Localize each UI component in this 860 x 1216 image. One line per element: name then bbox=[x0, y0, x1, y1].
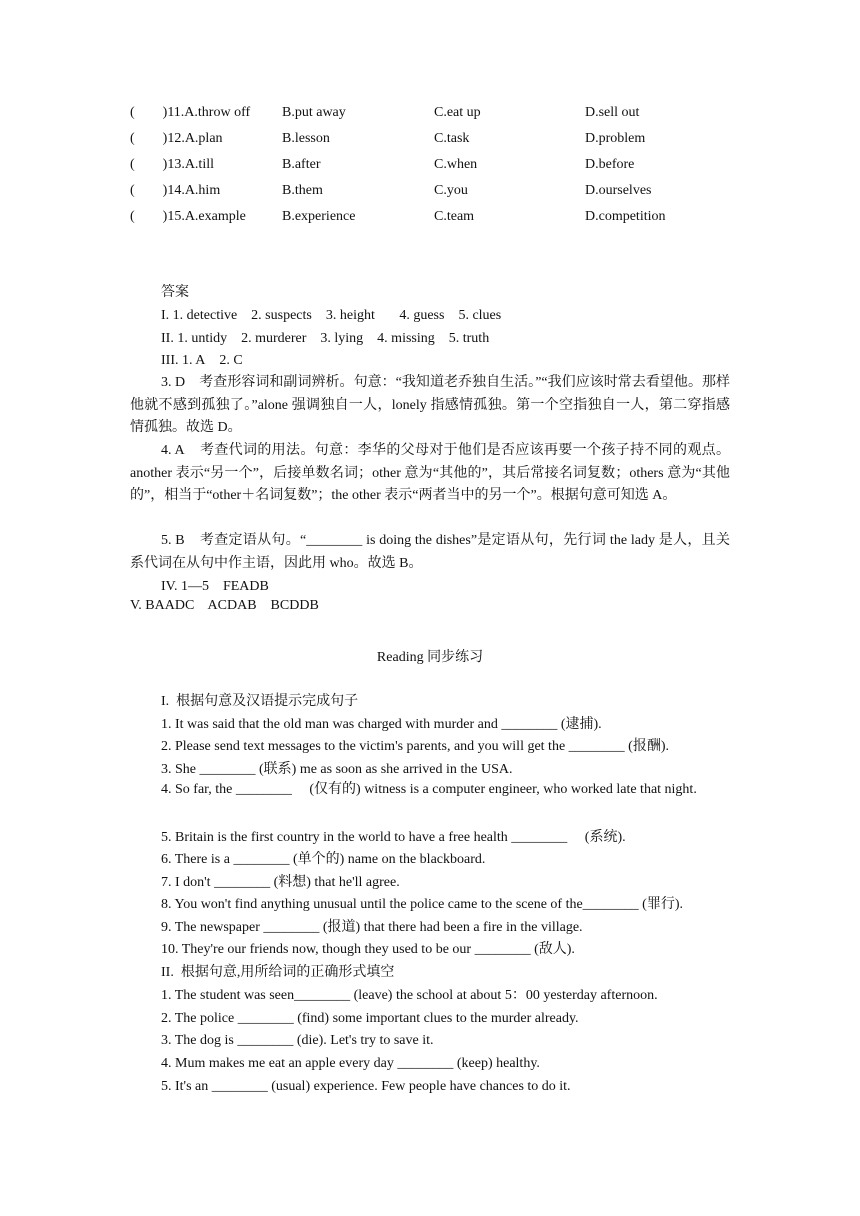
exercise-item: 2. The police ________ (find) some important clues to the murder already. bbox=[161, 1011, 579, 1026]
choice-number: ( )13.A.till bbox=[130, 157, 214, 172]
choice-row-14 bbox=[0, 182, 860, 200]
choice-option-b: B.them bbox=[282, 183, 323, 198]
answer-line-5: V. BAADC ACDAB BCDDB bbox=[130, 598, 319, 613]
choice-number: ( )15.A.example bbox=[130, 209, 246, 224]
choice-option-c: C.team bbox=[434, 209, 475, 224]
answer-line-2: II. 1. untidy 2. murderer 3. lying 4. missing 5. truth bbox=[161, 331, 490, 346]
exercise-item: 9. The newspaper ________ (报道) that there had been a fire in the village. bbox=[161, 920, 583, 935]
choice-option-c: C.eat up bbox=[434, 105, 481, 120]
choice-option-d: D.problem bbox=[585, 131, 646, 146]
answer-line-1: I. 1. detective 2. suspects 3. height 4. guess 5. clues bbox=[161, 308, 502, 323]
choice-option-d: D.ourselves bbox=[585, 183, 652, 198]
section-title: Reading 同步练习 bbox=[376, 650, 484, 665]
choice-row-13 bbox=[0, 156, 860, 174]
choice-option-d: D.competition bbox=[585, 209, 666, 224]
exercise-item: 4. So far, the ________ (仅有的) witness is a computer engineer, who worked late that night. bbox=[161, 782, 697, 797]
exercise-heading-2: II. 根据句意,用所给词的正确形式填空 bbox=[161, 965, 395, 980]
answer-explanation-3: 3. D 考查形容词和副词辨析。句意：“我知道老乔独自生活。”“我们应该时常去看望他。那样他就不感到孤独了。”alone 强调独自一人，lonely 指感情孤独。第一个空指独自一人，第二穿指感情孤独。故选 D。 bbox=[130, 375, 730, 435]
exercise-item: 6. There is a ________ (单个的) name on the blackboard. bbox=[161, 852, 486, 867]
answer-explanation-5: 5. B 考查定语从句。“________ is doing the dishes”是定语从句，先行词 the lady 是人，且关系代词在从句中作主语，因此用 who。故选 B。 bbox=[130, 533, 730, 571]
answer-heading: 答案 bbox=[161, 285, 189, 300]
exercise-heading-1: I. 根据句意及汉语提示完成句子 bbox=[161, 694, 359, 709]
answer-explanation-4: 4. A 考查代词的用法。句意：李华的父母对于他们是否应该再要一个孩子持不同的观点。another 表示“另一个”，后接单数名词；other 意为“其他的”，其后常接名词复数；others 意为“其他的”，相当于“other＋名词复数”；the other 表示“两者当中的另一个”。根据句意可知选 A。 bbox=[130, 443, 730, 503]
choice-option-c: C.task bbox=[434, 131, 470, 146]
exercise-item: 3. She ________ (联系) me as soon as she arrived in the USA. bbox=[161, 762, 513, 777]
exercise-item: 7. I don't ________ (料想) that he'll agree. bbox=[161, 875, 400, 890]
choice-option-d: D.before bbox=[585, 157, 635, 172]
choice-number: ( )14.A.him bbox=[130, 183, 221, 198]
choice-option-b: B.put away bbox=[282, 105, 346, 120]
exercise-item: 3. The dog is ________ (die). Let's try to save it. bbox=[161, 1033, 434, 1048]
exercise-item: 1. The student was seen________ (leave) the school at about 5：00 yesterday afternoon. bbox=[161, 988, 658, 1003]
exercise-item: 5. Britain is the first country in the world to have a free health ________ (系统). bbox=[161, 830, 626, 845]
answer-line-3: III. 1. A 2. C bbox=[161, 353, 243, 368]
exercise-item: 2. Please send text messages to the victim's parents, and you will get the ________ (报酬). bbox=[161, 739, 669, 754]
choice-row-15 bbox=[0, 208, 860, 226]
exercise-item: 8. You won't find anything unusual until the police came to the scene of the________ (罪行). bbox=[161, 897, 683, 912]
choice-option-d: D.sell out bbox=[585, 105, 640, 120]
exercise-item: 4. Mum makes me eat an apple every day ________ (keep) healthy. bbox=[161, 1056, 540, 1071]
exercise-item: 1. It was said that the old man was charged with murder and ________ (逮捕). bbox=[161, 717, 602, 732]
choice-row-12 bbox=[0, 130, 860, 148]
choice-row-11 bbox=[0, 104, 860, 122]
choice-option-c: C.when bbox=[434, 157, 478, 172]
choice-number: ( )11.A.throw off bbox=[130, 105, 251, 120]
choice-option-c: C.you bbox=[434, 183, 468, 198]
choice-number: ( )12.A.plan bbox=[130, 131, 223, 146]
exercise-item: 5. It's an ________ (usual) experience. Few people have chances to do it. bbox=[161, 1079, 571, 1094]
choice-option-b: B.lesson bbox=[282, 131, 330, 146]
answer-line-4: IV. 1—5 FEADB bbox=[161, 579, 269, 594]
choice-option-b: B.experience bbox=[282, 209, 356, 224]
choice-option-b: B.after bbox=[282, 157, 321, 172]
exercise-item: 10. They're our friends now, though they used to be our ________ (敌人). bbox=[161, 942, 575, 957]
